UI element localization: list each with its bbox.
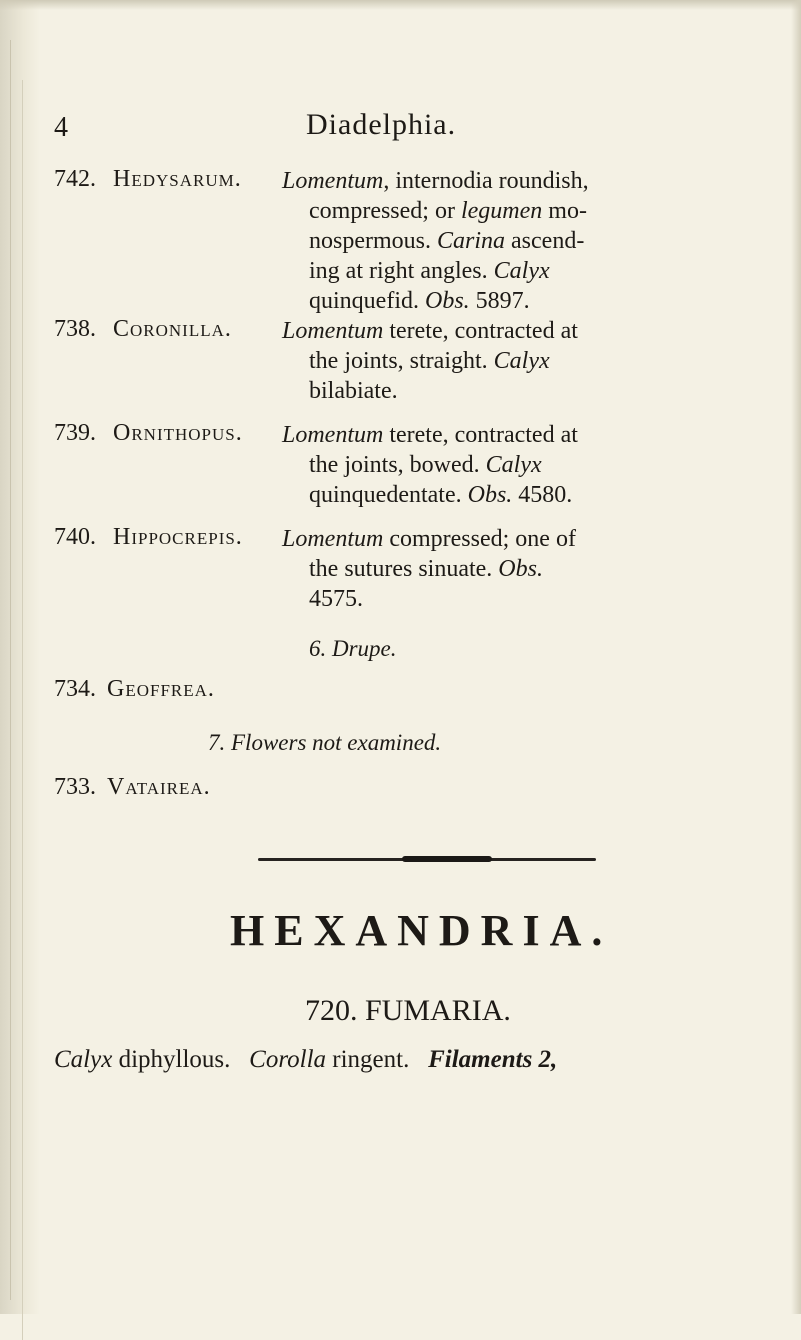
entry-genus: Hedysarum.	[113, 166, 242, 192]
entry-number: 742.	[54, 166, 96, 192]
running-title: Diadelphia.	[306, 108, 457, 141]
entry-number: 733.	[54, 774, 96, 800]
entry-description-line: ing at right angles. Calyx	[309, 258, 550, 284]
entry-description-line: the joints, straight. Calyx	[309, 348, 550, 374]
page-gutter-shadow	[0, 0, 40, 1314]
page-right-shadow	[791, 0, 801, 1314]
entry-description-line: compressed; or legumen mo-	[309, 198, 587, 224]
entry-genus: Coronilla.	[113, 316, 232, 342]
entry-genus: Hippocrepis.	[113, 524, 243, 550]
entry-description-line: quinquedentate. Obs. 4580.	[309, 482, 573, 508]
filaments-text: 2,	[538, 1046, 558, 1073]
calyx-text: diphyllous.	[118, 1046, 231, 1073]
section-divider-thick	[402, 856, 492, 862]
entry-description-line: Lomentum compressed; one of	[282, 526, 576, 552]
class-description	[54, 1046, 557, 1074]
entry-description-line: nospermous. Carina ascend-	[309, 228, 585, 254]
page-gutter-line	[10, 40, 11, 1300]
entry-number: 740.	[54, 524, 96, 550]
entry-number: 738.	[54, 316, 96, 342]
entry-description-line: Lomentum terete, contracted at	[282, 422, 578, 448]
entry-description-line: Lomentum, internodia roundish,	[282, 168, 589, 194]
page-number: 4	[54, 112, 68, 143]
genus-heading: 720. FUMARIA.	[305, 994, 511, 1027]
entry-number: 734.	[54, 676, 96, 702]
entry-genus: Vatairea.	[107, 774, 211, 800]
corolla-label: Corolla	[249, 1046, 327, 1073]
entry-description-line: the sutures sinuate. Obs.	[309, 556, 543, 582]
class-heading: HEXANDRIA.	[230, 906, 613, 955]
entry-description-line: Lomentum terete, contracted at	[282, 318, 578, 344]
entry-description-line: 4575.	[309, 586, 363, 612]
section-heading: 7. Flowers not examined.	[208, 730, 442, 755]
entry-description-line: bilabiate.	[309, 378, 398, 404]
calyx-label: Calyx	[54, 1046, 113, 1073]
section-heading: 6. Drupe.	[309, 636, 397, 661]
entry-number: 739.	[54, 420, 96, 446]
entry-description-line: quinquefid. Obs. 5897.	[309, 288, 530, 314]
entry-genus: Ornithopus.	[113, 420, 243, 446]
corolla-text: ringent.	[332, 1046, 410, 1073]
entry-description-line: the joints, bowed. Calyx	[309, 452, 542, 478]
page-top-shadow	[0, 0, 801, 10]
entry-genus: Geoffrea.	[107, 676, 215, 702]
page-gutter-line	[22, 80, 23, 1340]
filaments-label: Filaments	[428, 1046, 533, 1073]
